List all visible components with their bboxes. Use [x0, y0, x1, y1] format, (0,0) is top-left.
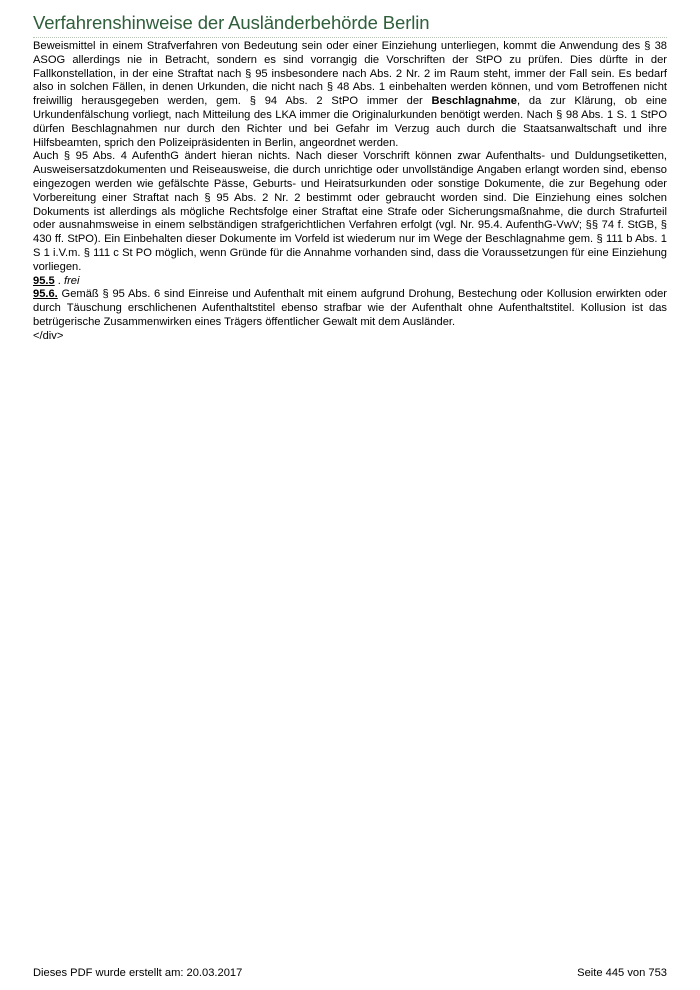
- section-95-5: [33, 275, 667, 289]
- title-divider: [33, 37, 667, 38]
- creation-date: Dieses PDF wurde erstellt am: 20.03.2017: [33, 967, 243, 979]
- stray-closing-tag: </div>: [33, 329, 64, 342]
- page-title: Verfahrenshinweise der Ausländerbehörde Berlin: [33, 12, 430, 33]
- section-95-6: [33, 288, 667, 329]
- section-separator: .: [54, 274, 64, 287]
- page-header: [33, 12, 667, 38]
- document-body: [33, 40, 667, 344]
- bold-term-beschlagnahme: Beschlagnahme: [431, 95, 517, 108]
- page-number: Seite 445 von 753: [577, 967, 667, 979]
- section-text: Gemäß § 95 Abs. 6 sind Einreise und Aufenthalt mit einem aufgrund Drohung, Bestechung oder Kollusion erwirkten oder durch Täuschung erschlichenen Aufenthaltstitel ebenso strafbar wie der Aufenthalt ohne Aufenthaltstitel. Kollusion ist das betrügerische Zusammenwirken eines Trägers öffentlicher Gewalt mit dem Ausländer.: [33, 288, 667, 328]
- paragraph-text: Beweismittel in einem Strafverfahren von Bedeutung sein oder einer Einziehung unterliegen, kommt die Anwendung des § 38 ASOG allerdings nie in Betracht, sondern es sind vorrangig die Vorschriften der StPO zu prüfen. Dies dürfte in der Fallkonstellation, in der eine Straftat nach § 95 insbesondere nach Abs. 2 Nr. 2 im Raum steht, immer der Fall sein. Es bedarf also in solchen Fällen, in denen Urkunden, die nicht nach § 48 Abs. 1 einbehalten werden können, und vom Betroffenen nicht freiwillig herausgegeben werden, gem. § 94 Abs. 2 StPO immer der: [33, 40, 667, 108]
- section-number-link[interactable]: 95.6.: [33, 288, 58, 301]
- section-text-frei: frei: [63, 274, 80, 287]
- paragraph-beschlagnahme: [33, 40, 667, 150]
- section-number-link[interactable]: 95.5: [33, 274, 55, 287]
- paragraph-einziehung: Auch § 95 Abs. 4 AufenthG ändert hieran nichts. Nach dieser Vorschrift können zwar Aufenthalts- und Duldungsetiketten, Ausweisersatzdokumenten und Reiseausweise, die durch unrichtige oder unvollständige Angaben erlangt worden sind, ebenso eingezogen werden wie gefälschte Pässe, Geburts- und Heiratsurkunden oder sonstige Dokumente, die zur Begehung oder Vorbereitung einer Straftat nach § 95 Abs. 2 Nr. 2 bestimmt oder gebraucht worden sind. Die Einziehung eines solchen Dokuments ist allerdings als mögliche Rechtsfolge einer Straftat eine Strafe oder Sicherungsmaßnahme, die durch Strafurteil oder ausnahmsweise in einem selbständigen strafgerichtlichen Verfahren erfolgt (vgl. Nr. 95.4. AufenthG-VwV; §§ 74 f. StGB, § 430 ff. StPO). Ein Einbehalten dieser Dokumente im Vorfeld ist wiederum nur im Wege der Beschlagnahme gem. § 111 b Abs. 1 S 1 i.V.m. § 111 c St PO möglich, wenn Gründe für die Annahme vorhanden sind, dass die Voraussetzungen für eine Einziehung vorliegen.: [33, 150, 667, 273]
- paragraph-text: , da zur Klärung, ob eine Urkundenfälschung vorliegt, nach Mitteilung des LKA immer die Originalurkunden benötigt werden. Nach § 98 Abs. 1 S. 1 StPO dürfen Beschlagnahmen nur durch den Richter und bei Gefahr im Verzug auch durch die Staatsanwaltschaft und ihre Hilfsbeamten, sprich den Polizeipräsidenten in Berlin, angeordnet werden.: [33, 95, 667, 149]
